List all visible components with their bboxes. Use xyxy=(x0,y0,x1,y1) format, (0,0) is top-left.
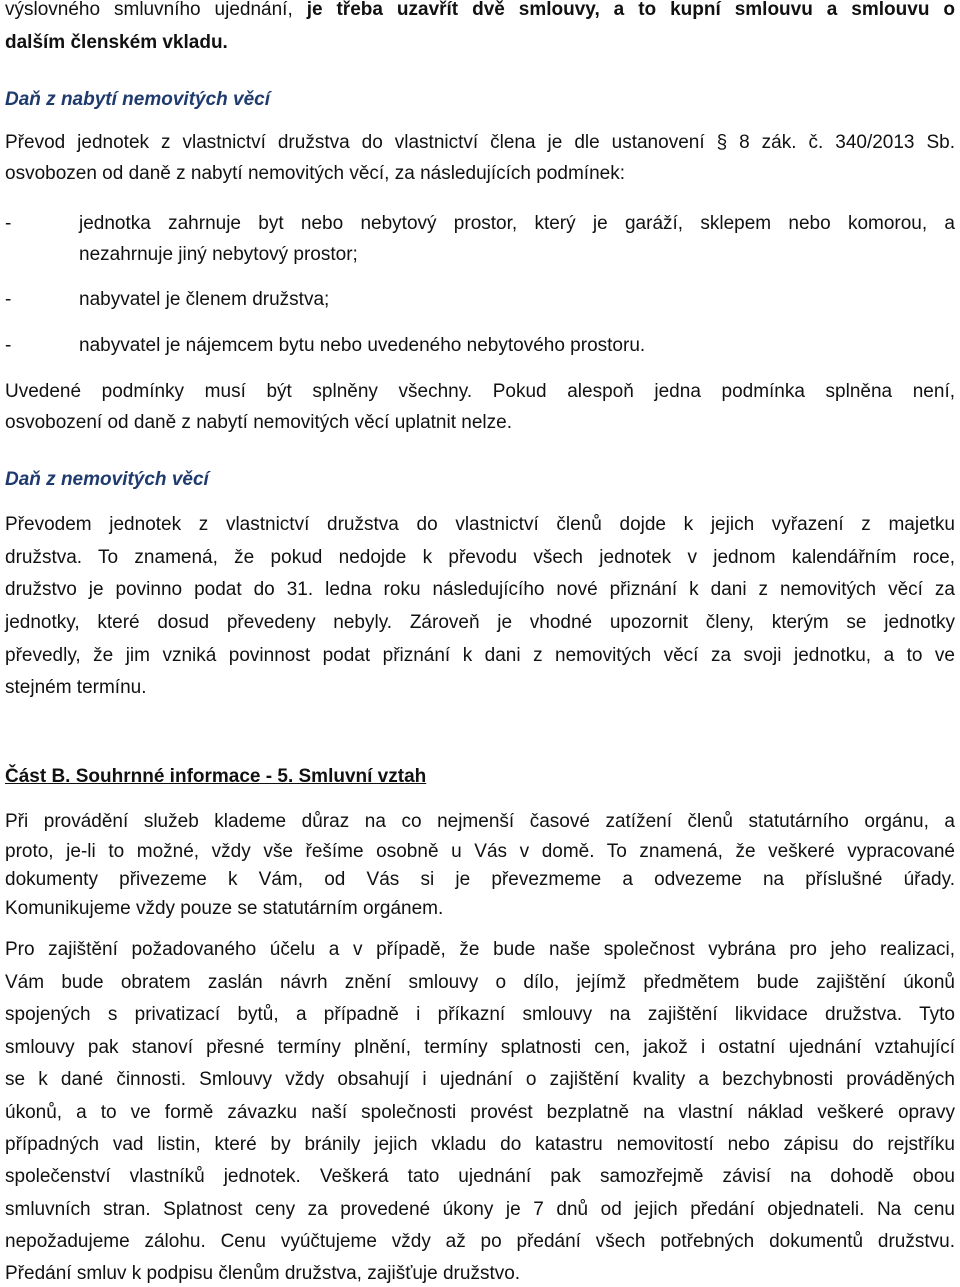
paragraph-line: dalším členském vkladu. xyxy=(5,32,228,53)
paragraph-line: Převod jednotek z vlastnictví družstva do vlastnictví člena je dle ustanovení § 8 zák. č. 340/2013 Sb. xyxy=(5,132,955,153)
list-dash: - xyxy=(5,289,12,310)
section-heading: Část B. Souhrnné informace - 5. Smluvní vztah xyxy=(5,766,427,787)
list-item: nabyvatel je nájemcem bytu nebo uvedeného nebytového prostoru. xyxy=(79,335,646,356)
paragraph-line: družstva. To znamená, že pokud nedojde k převodu všech jednotek v jednom kalendářním roce, xyxy=(5,547,955,568)
list-item: nabyvatel je členem družstva; xyxy=(79,289,330,310)
list-dash: - xyxy=(5,335,12,356)
list-dash: - xyxy=(5,213,12,234)
paragraph-line: Vám bude obratem zaslán návrh znění smlouvy o dílo, jejímž předmětem bude zajištění úkonů xyxy=(5,972,955,993)
paragraph-line: Uvedené podmínky musí být splněny všechny. Pokud alespoň jedna podmínka splněna není, xyxy=(5,381,955,402)
paragraph-line: proto, je-li to možné, vždy vše řešíme osobně u Vás v domě. To znamená, že veškeré vypracované xyxy=(5,841,955,862)
paragraph-line: Komunikujeme vždy pouze se statutárním orgánem. xyxy=(5,898,444,919)
paragraph-line: stejném termínu. xyxy=(5,677,147,698)
paragraph-line: nepožadujeme zálohu. Cenu vyúčtujeme vždy až po předání všech potřebných dokumentů družstvu. xyxy=(5,1231,955,1252)
paragraph-line: družstvo je povinno podat do 31. ledna roku následujícího nové přiznání k dani z nemovitých věcí za xyxy=(5,579,955,600)
paragraph-line: Převodem jednotek z vlastnictví družstva do vlastnictví členů dojde k jejich vyřazení z majetku xyxy=(5,514,955,535)
paragraph-line: spojených s privatizací bytů, a případně i příkazní smlouvy na zajištění likvidace družstva. Tyto xyxy=(5,1004,955,1025)
paragraph-line: osvobození od daně z nabytí nemovitých věcí uplatnit nelze. xyxy=(5,412,512,433)
section-heading: Daň z nabytí nemovitých věcí xyxy=(5,89,271,110)
paragraph-line: případných vad listin, které by bránily jejich vkladu do katastru nemovitostí nebo zápisu do rejstříku xyxy=(5,1134,955,1155)
paragraph-line: smluvních stran. Splatnost ceny za provedené úkony je 7 dnů od jejich předání objednateli. Na cenu xyxy=(5,1199,955,1220)
paragraph-line: Předání smluv k podpisu členům družstva, zajišťuje družstvo. xyxy=(5,1263,521,1284)
paragraph-line: jednotky, které dosud převedeny nebyly. Zároveň je vhodné upozornit členy, kterým se jednotky xyxy=(5,612,955,633)
paragraph-line: dokumenty přivezeme k Vám, od Vás si je převezmeme a odvezeme na příslušné úřady. xyxy=(5,869,955,890)
paragraph-line: Pro zajištění požadovaného účelu a v případě, že bude naše společnost vybrána pro jeho realizaci, xyxy=(5,939,955,960)
paragraph-line: výslovného smluvního ujednání, je třeba uzavřít dvě smlouvy, a to kupní smlouvu a smlouvu o xyxy=(5,0,955,20)
section-heading: Daň z nemovitých věcí xyxy=(5,469,209,490)
paragraph-line: převedly, že jim vzniká povinnost podat přiznání k dani z nemovitých věcí za svoji jednotku, a to ve xyxy=(5,645,955,666)
list-item: jednotka zahrnuje byt nebo nebytový prostor, který je garáží, sklepem nebo komorou, a xyxy=(79,213,955,234)
paragraph-line: úkonů, a to ve formě závazku naší společnosti provést bezplatně na vlastní náklad veškeré opravy xyxy=(5,1102,955,1123)
paragraph-line: Při provádění služeb klademe důraz na co nejmenší časové zatížení členů statutárního orgánu, a xyxy=(5,811,955,832)
list-item: nezahrnuje jiný nebytový prostor; xyxy=(79,244,358,265)
paragraph-line: se k dané činnosti. Smlouvy vždy obsahují i ujednání o zajištění kvality a bezchybnosti prováděných xyxy=(5,1069,955,1090)
paragraph-line: osvobozen od daně z nabytí nemovitých věcí, za následujících podmínek: xyxy=(5,163,625,184)
paragraph-line: smlouvy pak stanoví přesné termíny plnění, termíny splatnosti cen, jakož i ostatní ujednání vztahující xyxy=(5,1037,955,1058)
paragraph-line: společenství vlastníků jednotek. Veškerá tato ujednání pak samozřejmě závisí na dohodě obou xyxy=(5,1166,955,1187)
